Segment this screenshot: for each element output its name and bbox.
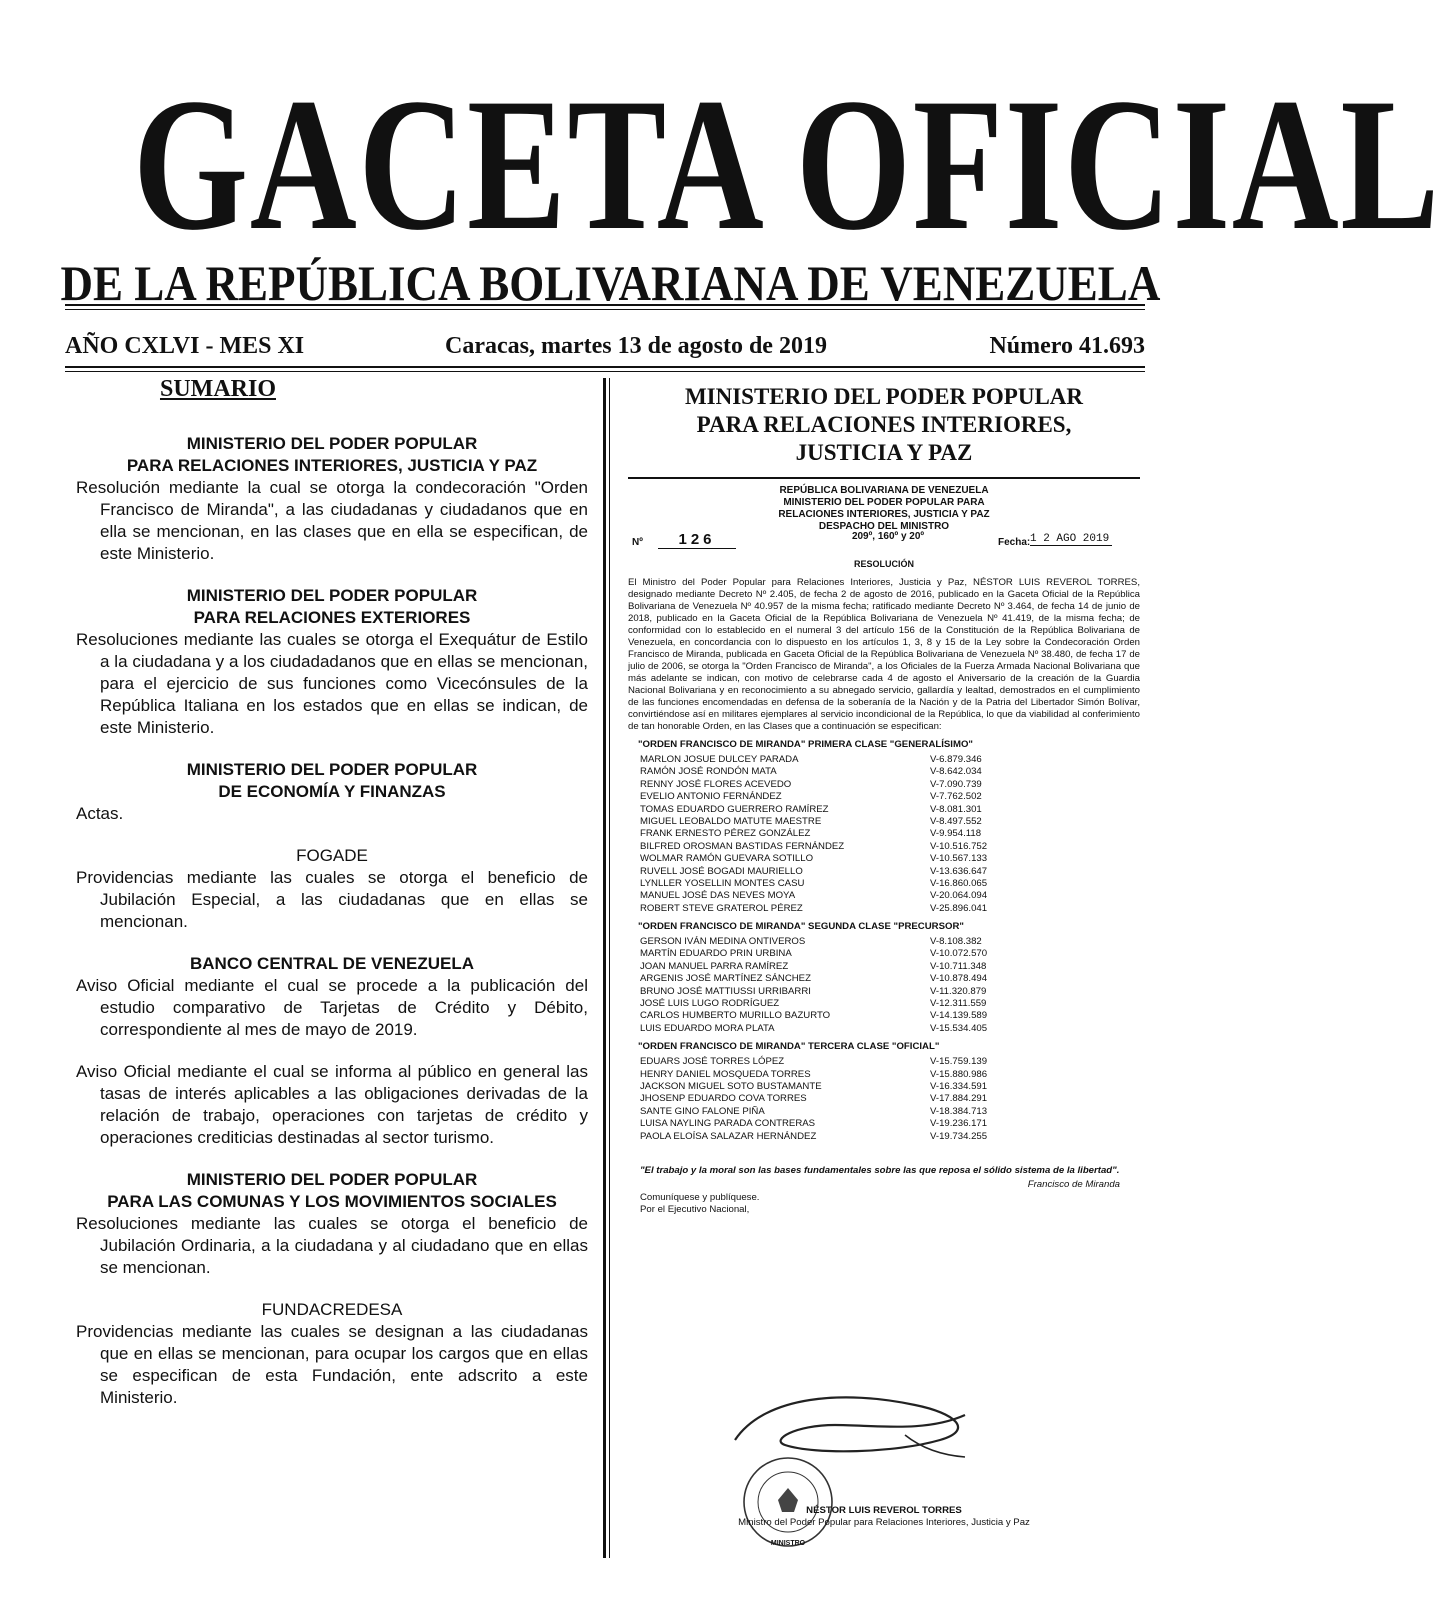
recipient-name: PAOLA ELOÍSA SALAZAR HERNÁNDEZ: [640, 1130, 817, 1142]
sumario-item: Aviso Oficial mediante el cual se informa al público en general las tasas de interés aplicables a las obligaciones derivadas de la relación de trabajo, operaciones con tarjetas de crédito y operaciones crediticias destinadas al sector turismo.: [76, 1062, 588, 1147]
info-rule-thin: [65, 371, 1145, 372]
recipient-id: V-7.090.739: [930, 778, 982, 790]
seal-label: MINISTRO: [770, 1540, 806, 1547]
recipient-id: V-12.311.559: [930, 998, 987, 1010]
sumario-item: Aviso Oficial mediante el cual se procede a la publicación del estudio comparativo de Tarjetas de Crédito y Débito, correspondiente al mes de mayo de 2019.: [76, 976, 588, 1039]
header-line-years: 209º, 160º y 20º: [851, 531, 925, 542]
top-rule: [65, 304, 1145, 306]
sumario-sections: [76, 433, 588, 1409]
ministry-title: [628, 383, 1140, 467]
sumario-section-title: PARA LAS COMUNAS Y LOS MOVIMIENTOS SOCIALES: [107, 1192, 557, 1211]
recipient-id: V-16.334.591: [930, 1080, 988, 1092]
recipient-id: V-9.954.118: [930, 828, 982, 840]
top-rule-thin: [65, 309, 1145, 310]
roster-row: [640, 903, 1060, 915]
ministry-rule: [628, 477, 1140, 479]
ministry-title-line: JUSTICIA Y PAZ: [795, 440, 973, 465]
roster-row: [640, 1069, 1060, 1081]
roster-row: [640, 936, 1060, 948]
recipient-id: V-15.880.986: [930, 1068, 988, 1080]
resolution-column: [628, 383, 1140, 1216]
roster-row: [640, 1081, 1060, 1093]
roster-row: [640, 973, 1060, 985]
roster-row: [640, 986, 1060, 998]
recipient-id: V-8.642.034: [930, 766, 982, 778]
recipient-name: MANUEL JOSÉ DAS NEVES MOYA: [640, 890, 796, 902]
column-separator: [603, 378, 606, 1558]
recipient-id: V-6.879.346: [930, 754, 982, 765]
info-rule: [65, 366, 1145, 368]
recipient-name: JACKSON MIGUEL SOTO BUSTAMANTE: [640, 1080, 822, 1092]
roster-row: [640, 998, 1060, 1010]
sumario-section-title: MINISTERIO DEL PODER POPULAR: [186, 1170, 478, 1189]
sumario-item: Providencias mediante las cuales se designan a las ciudadanas que en ellas se mencionan, para ocupar los cargos que en ellas se especifican de esta Fundación, ente adscrito a este Ministerio.: [76, 1322, 588, 1407]
recipient-name: TOMAS EDUARDO GUERRERO RAMÍREZ: [640, 803, 829, 815]
roster-row: [640, 890, 1060, 902]
recipient-name: JOSÉ LUIS LUGO RODRÍGUEZ: [640, 998, 780, 1010]
order-lists: [628, 739, 1140, 1143]
roster-row: [640, 1010, 1060, 1022]
roster-row: [640, 853, 1060, 865]
closing-line: Por el Ejecutivo Nacional,: [640, 1203, 750, 1215]
recipient-id: V-8.108.382: [930, 936, 982, 948]
masthead-title: GACETA OFICIAL: [132, 60, 1441, 270]
closing-line: Comuníquese y publíquese.: [640, 1191, 760, 1203]
miranda-quote: "El trabajo y la moral son las bases fundamentales sobre las que reposa el sólido sistema de la libertad".: [640, 1164, 1120, 1176]
official-seal-icon: [738, 1452, 838, 1552]
resolution-header: [628, 485, 1140, 533]
sumario-section-title: BANCO CENTRAL DE VENEZUELA: [190, 954, 474, 973]
column-separator-thin: [609, 378, 610, 1558]
issue-info-bar: [65, 333, 1145, 365]
header-line: MINISTERIO DEL PODER POPULAR PARA: [783, 497, 985, 508]
roster-row: [640, 791, 1060, 803]
roster-row: [640, 961, 1060, 973]
header-line: REPÚBLICA BOLIVARIANA DE VENEZUELA: [779, 485, 989, 496]
recipient-id: V-14.139.589: [930, 1010, 988, 1022]
quote-author: Francisco de Miranda: [1027, 1178, 1120, 1190]
recipient-name: EDUARS JOSÉ TORRES LÓPEZ: [640, 1056, 785, 1068]
recipient-name: SANTE GINO FALONE PIÑA: [640, 1105, 765, 1117]
sumario-item: Resoluciones mediante las cuales se otorga el Exequátur de Estilo a la ciudadana y a los ciudadadanos que en ellas se mencionan, para el ejercicio de sus funciones como Vicecónsules de la República Italiana en los estados que en ellas se indican, de este Ministerio.: [76, 630, 588, 737]
resolution-number-row: [628, 531, 1140, 553]
roster-row: [640, 1106, 1060, 1118]
recipient-name: LYNLLER YOSELLIN MONTES CASU: [640, 877, 805, 889]
recipient-name: RAMÓN JOSÉ RONDÓN MATA: [640, 766, 777, 778]
recipient-id: V-17.884.291: [930, 1093, 988, 1105]
roster-row: [640, 1131, 1060, 1143]
order-roster: [640, 754, 1060, 915]
recipient-id: V-10.711.348: [930, 960, 987, 972]
recipient-name: CARLOS HUMBERTO MURILLO BAZURTO: [640, 1010, 831, 1022]
roster-row: [640, 1056, 1060, 1068]
roster-row: [640, 1023, 1060, 1035]
header-line: RELACIONES INTERIORES, JUSTICIA Y PAZ: [778, 509, 990, 520]
recipient-name: MIGUEL LEOBALDO MATUTE MAESTRE: [640, 815, 822, 827]
roster-row: [640, 866, 1060, 878]
number-value: 126: [658, 531, 736, 549]
recipient-name: HENRY DANIEL MOSQUEDA TORRES: [640, 1068, 811, 1080]
order-class-heading: "ORDEN FRANCISCO DE MIRANDA" TERCERA CLASE "OFICIAL": [638, 1041, 940, 1053]
signer-name: NÉSTOR LUIS REVEROL TORRES: [806, 1505, 962, 1516]
recipient-name: EVELIO ANTONIO FERNÁNDEZ: [640, 791, 782, 803]
sumario-section-title: MINISTERIO DEL PODER POPULAR: [186, 434, 478, 453]
sumario-section-title: MINISTERIO DEL PODER POPULAR: [186, 586, 478, 605]
sumario-heading: SUMARIO: [159, 376, 276, 402]
roster-row: [640, 948, 1060, 960]
roster-row: [640, 841, 1060, 853]
roster-row: [640, 779, 1060, 791]
ministry-title-line: MINISTERIO DEL PODER POPULAR: [684, 384, 1084, 409]
sumario-section-title: FUNDACREDESA: [261, 1300, 403, 1319]
recipient-name: BRUNO JOSÉ MATTIUSSI URRIBARRI: [640, 985, 811, 997]
sumario-item: Actas.: [76, 804, 124, 823]
recipient-id: V-25.896.041: [930, 902, 988, 914]
recipient-name: MARTÍN EDUARDO PRIN URBINA: [640, 948, 792, 960]
order-class-heading: "ORDEN FRANCISCO DE MIRANDA" PRIMERA CLASE "GENERALÍSIMO": [638, 739, 973, 750]
recipient-name: JOAN MANUEL PARRA RAMÍREZ: [640, 960, 789, 972]
roster-row: [640, 804, 1060, 816]
recipient-name: FRANK ERNESTO PÉREZ GONZÁLEZ: [640, 828, 811, 840]
sumario-section-title: FOGADE: [296, 846, 368, 865]
sumario-item: Resoluciones mediante las cuales se otorga el beneficio de Jubilación Ordinaria, a la ciudadana y al ciudadano que en ellas se mencionan.: [76, 1214, 588, 1277]
roster-row: [640, 828, 1060, 840]
recipient-id: V-19.236.171: [930, 1118, 988, 1130]
sumario-section-title: PARA RELACIONES EXTERIORES: [193, 608, 471, 627]
roster-row: [640, 766, 1060, 778]
recipient-id: V-18.384.713: [930, 1105, 988, 1117]
recipient-id: V-10.072.570: [930, 948, 988, 960]
masthead-subtitle: DE LA REPÚBLICA BOLIVARIANA DE VENEZUELA: [60, 255, 1161, 311]
recipient-id: V-16.860.065: [930, 877, 988, 889]
sumario-section-title: MINISTERIO DEL PODER POPULAR: [186, 760, 478, 779]
date-label: Fecha:: [998, 537, 1031, 548]
recipient-id: V-10.516.752: [930, 840, 988, 852]
signer-role: Ministro del Poder Popular para Relaciones Interiores, Justicia y Paz: [738, 1517, 1030, 1528]
order-roster: [640, 1056, 1060, 1143]
sumario-section-title: DE ECONOMÍA Y FINANZAS: [218, 782, 446, 801]
recipient-id: V-10.878.494: [930, 973, 988, 985]
recipient-id: V-8.497.552: [930, 815, 982, 827]
recipient-name: MARLON JOSUE DULCEY PARADA: [640, 754, 799, 765]
recipient-id: V-15.534.405: [930, 1022, 988, 1034]
ministry-title-line: PARA RELACIONES INTERIORES,: [696, 412, 1072, 437]
issue-number: Número 41.693: [989, 333, 1145, 359]
recipient-id: V-11.320.879: [930, 985, 987, 997]
recipient-name: RENNY JOSÉ FLORES ACEVEDO: [640, 778, 792, 790]
recipient-id: V-20.064.094: [930, 890, 988, 902]
sumario-section-title: PARA RELACIONES INTERIORES, JUSTICIA Y PAZ: [126, 456, 538, 475]
issue-date: Caracas, martes 13 de agosto de 2019: [445, 333, 827, 359]
signer-block: [628, 1505, 1140, 1529]
sumario-column: [76, 376, 588, 1429]
issue-year-month: AÑO CXLVI - MES XI: [65, 333, 305, 359]
recipient-id: V-15.759.139: [930, 1056, 988, 1068]
recipient-id: V-19.734.255: [930, 1130, 988, 1142]
date-value: 1 2 AGO 2019: [1030, 533, 1112, 546]
resolution-body: El Ministro del Poder Popular para Relaciones Interiores, Justicia y Paz, NÉSTOR LUIS REVEROL TORRES, designado mediante Decreto Nº 2.405, de fecha 2 de agosto de 2016, publicado en la Gaceta Oficial de la República Bolivariana de Venezuela Nº 40.957 de la misma fecha; ratificado mediante Decreto Nº 3.464, de fecha 14 de junio de 2018, publicado en la Gaceta Oficial de la República Bolivariana de Venezuela Nº 41.419, de la misma fecha; de conformidad con lo establecido en el numeral 3 del artículo 156 de la Constitución de la República Bolivariana de Venezuela, en concordancia con lo dispuesto en los artículos 1, 3, 8 y 15 de la Ley sobre la Condecoración Orden Francisco de Miranda, publicada en Gaceta Oficial de la República Bolivariana de Venezuela Nº 38.480, de fecha 17 de julio de 2006, se otorga la "Orden Francisco de Miranda", a los Oficiales de la Fuerza Armada Nacional Bolivariana que más adelante se indican, con motivo de celebrarse cada 4 de agosto el Aniversario de la creación de la Guardia Nacional Bolivariana y en reconocimiento a su abnegado servicio, gallardía y lealtad, demostrados en el cumplimiento de las funciones encomendadas en defensa de la soberanía de la Nación y de la Patria del Libertador Simón Bolívar, convirtiéndose así en militares ejemplares al servicio incondicional de la República, lo que da viabilidad al conferimiento de tan honorable Orden, en las Clases que a continuación se especifican:: [628, 577, 1140, 732]
sumario-item: Providencias mediante las cuales se otorga el beneficio de Jubilación Especial, a las ciudadanas que en ellas se mencionan.: [76, 868, 588, 931]
roster-row: [640, 1118, 1060, 1130]
roster-row: [640, 1093, 1060, 1105]
resolution-heading: RESOLUCIÓN: [853, 559, 914, 569]
recipient-id: V-7.762.502: [930, 791, 982, 803]
recipient-name: LUIS EDUARDO MORA PLATA: [640, 1022, 775, 1034]
order-class-heading: "ORDEN FRANCISCO DE MIRANDA" SEGUNDA CLASE "PRECURSOR": [638, 921, 964, 933]
recipient-name: ROBERT STEVE GRATEROL PÉREZ: [640, 902, 803, 914]
recipient-name: BILFRED OROSMAN BASTIDAS FERNÁNDEZ: [640, 840, 845, 852]
header-line: DESPACHO DEL MINISTRO: [818, 521, 950, 532]
recipient-name: WOLMAR RAMÓN GUEVARA SOTILLO: [640, 853, 814, 865]
roster-row: [640, 816, 1060, 828]
recipient-name: ARGENIS JOSÉ MARTÍNEZ SÁNCHEZ: [640, 973, 811, 985]
recipient-name: JHOSENP EDUARDO COVA TORRES: [640, 1093, 807, 1105]
sumario-item: Resolución mediante la cual se otorga la condecoración "Orden Francisco de Miranda", a las ciudadanas y ciudadanos que en ella se mencionan, en las clases que en ella se especifican, de este Ministerio.: [76, 478, 588, 563]
recipient-name: GERSON IVÁN MEDINA ONTIVEROS: [640, 936, 806, 948]
recipient-id: V-13.636.647: [930, 865, 988, 877]
roster-row: [640, 878, 1060, 890]
roster-row: [640, 754, 1060, 766]
number-label: Nº: [632, 537, 643, 548]
recipient-name: RUVELL JOSÉ BOGADI MAURIELLO: [640, 865, 803, 877]
recipient-name: LUISA NAYLING PARADA CONTRERAS: [640, 1118, 816, 1130]
recipient-id: V-10.567.133: [930, 853, 988, 865]
order-roster: [640, 936, 1060, 1035]
closing-text: [640, 1192, 1140, 1216]
recipient-id: V-8.081.301: [930, 803, 982, 815]
